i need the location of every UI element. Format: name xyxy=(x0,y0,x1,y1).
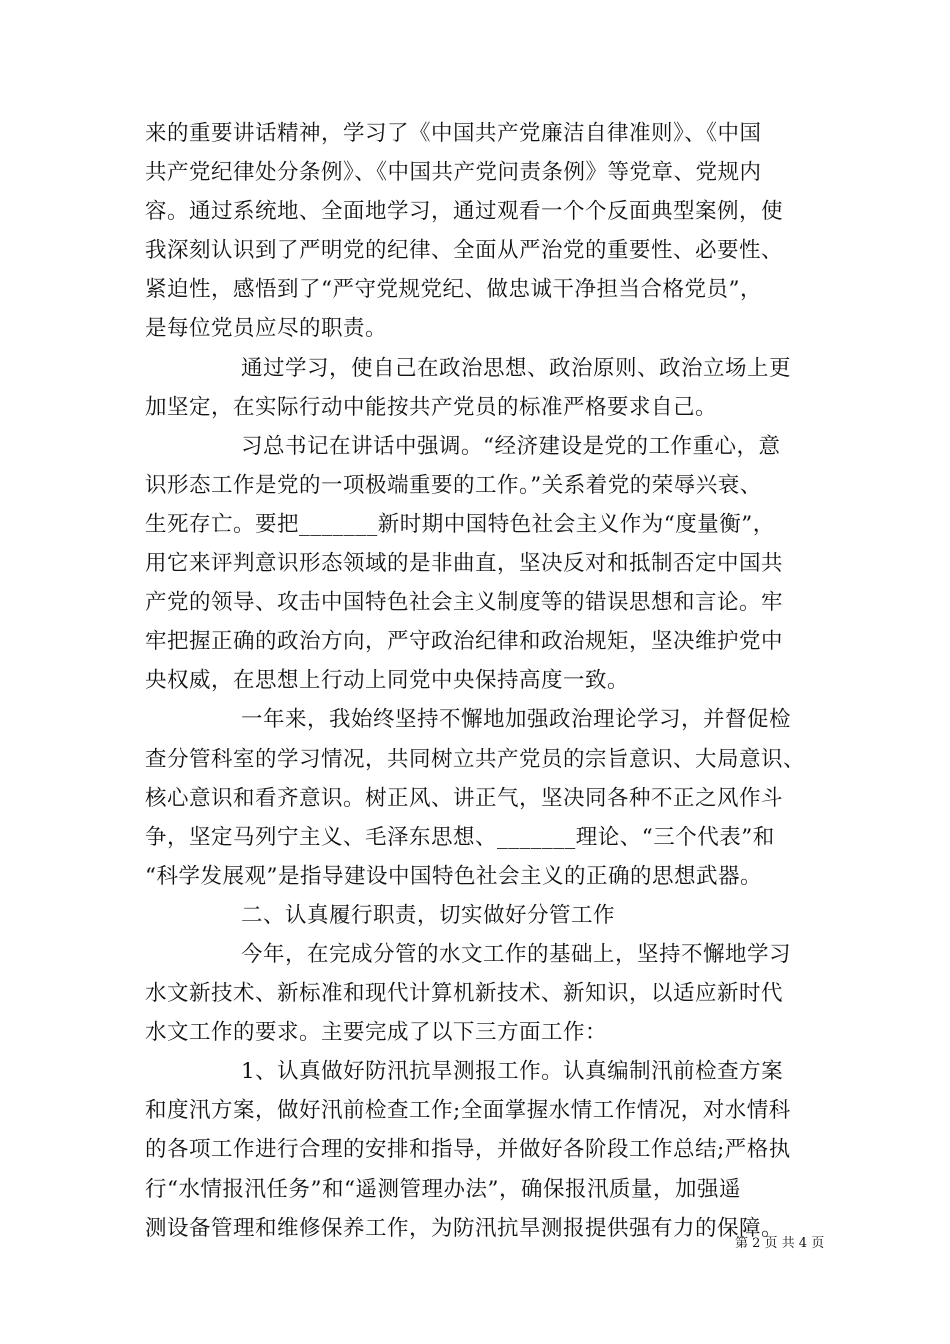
text-line: 行“水情报汛任务”和“遥测管理办法”，确保报汛质量，加强遥 xyxy=(145,1176,741,1202)
section-heading: 二、认真履行职责，切实做好分管工作 xyxy=(241,902,616,928)
text-line: 查分管科室的学习情况，共同树立共产党员的宗旨意识、大局意识、 xyxy=(145,746,806,772)
text-line: 核心意识和看齐意识。树正风、讲正气，坚决同各种不正之风作斗 xyxy=(145,785,784,811)
text-line: 央权威，在思想上行动上同党中央保持高度一致。 xyxy=(145,668,630,694)
text-line: 生死存亡。要把_______新时期中国特色社会主义作为“度量衡”， xyxy=(145,511,775,537)
paragraph-start-line: 习总书记在讲话中强调。“经济建设是党的工作重心，意 xyxy=(241,433,781,459)
paragraph-start-line: 1、认真做好防汛抗旱测报工作。认真编制汛前检查方案 xyxy=(241,1059,784,1085)
text-line: 来的重要讲话精神，学习了《中国共产党廉洁自律准则》、《中国 xyxy=(145,121,762,146)
text-line: 容。通过系统地、全面地学习，通过观看一个个反面典型案例，使 xyxy=(145,199,784,225)
text-line: 牢把握正确的政治方向，严守政治纪律和政治规矩，坚决维护党中 xyxy=(145,629,784,655)
text-line: 水文新技术、新标准和现代计算机新技术、新知识，以适应新时代 xyxy=(145,981,784,1007)
text-line: 紧迫性，感悟到了“严守党规党纪、做忠诚干净担当合格党员”， xyxy=(145,277,762,303)
document-body xyxy=(145,114,825,1248)
text-line: 我深刻认识到了严明党的纪律、全面从严治党的重要性、必要性、 xyxy=(145,238,784,264)
text-line: 用它来评判意识形态领域的是非曲直，坚决反对和抵制否定中国共 xyxy=(145,551,784,577)
text-line: 测设备管理和维修保养工作，为防汛抗旱测报提供强有力的保障。 xyxy=(145,1215,784,1241)
text-line: 争，坚定马列宁主义、毛泽东思想、_______理论、“三个代表”和 xyxy=(145,824,775,850)
text-line: 识形态工作是党的一项极端重要的工作。”关系着党的荣辱兴衰、 xyxy=(145,472,762,498)
paragraph-start-line: 通过学习，使自己在政治思想、政治原则、政治立场上更 xyxy=(241,355,792,381)
text-line: 和度汛方案，做好汛前检查工作;全面掌握水情工作情况，对水情科 xyxy=(145,1098,791,1124)
text-line: “科学发展观”是指导建设中国特色社会主义的正确的思想武器。 xyxy=(145,863,762,889)
text-line: 产党的领导、攻击中国特色社会主义制度等的错误思想和言论。牢 xyxy=(145,590,784,616)
text-line: 加坚定，在实际行动中能按共产党员的标准严格要求自己。 xyxy=(145,394,718,420)
text-line: 共产党纪律处分条例》、《中国共产党问责条例》等党章、党规内 xyxy=(145,160,762,186)
page-number: 第 2 页 共 4 页 xyxy=(735,1236,825,1251)
paragraph-start-line: 一年来，我始终坚持不懈地加强政治理论学习，并督促检 xyxy=(241,707,792,733)
text-line: 是每位党员应尽的职责。 xyxy=(145,316,388,342)
text-line: 水文工作的要求。主要完成了以下三方面工作： xyxy=(145,1020,608,1046)
text-line: 的各项工作进行合理的安排和指导，并做好各阶段工作总结;严格执 xyxy=(145,1137,791,1163)
paragraph-start-line: 今年，在完成分管的水文工作的基础上，坚持不懈地学习 xyxy=(241,941,792,967)
